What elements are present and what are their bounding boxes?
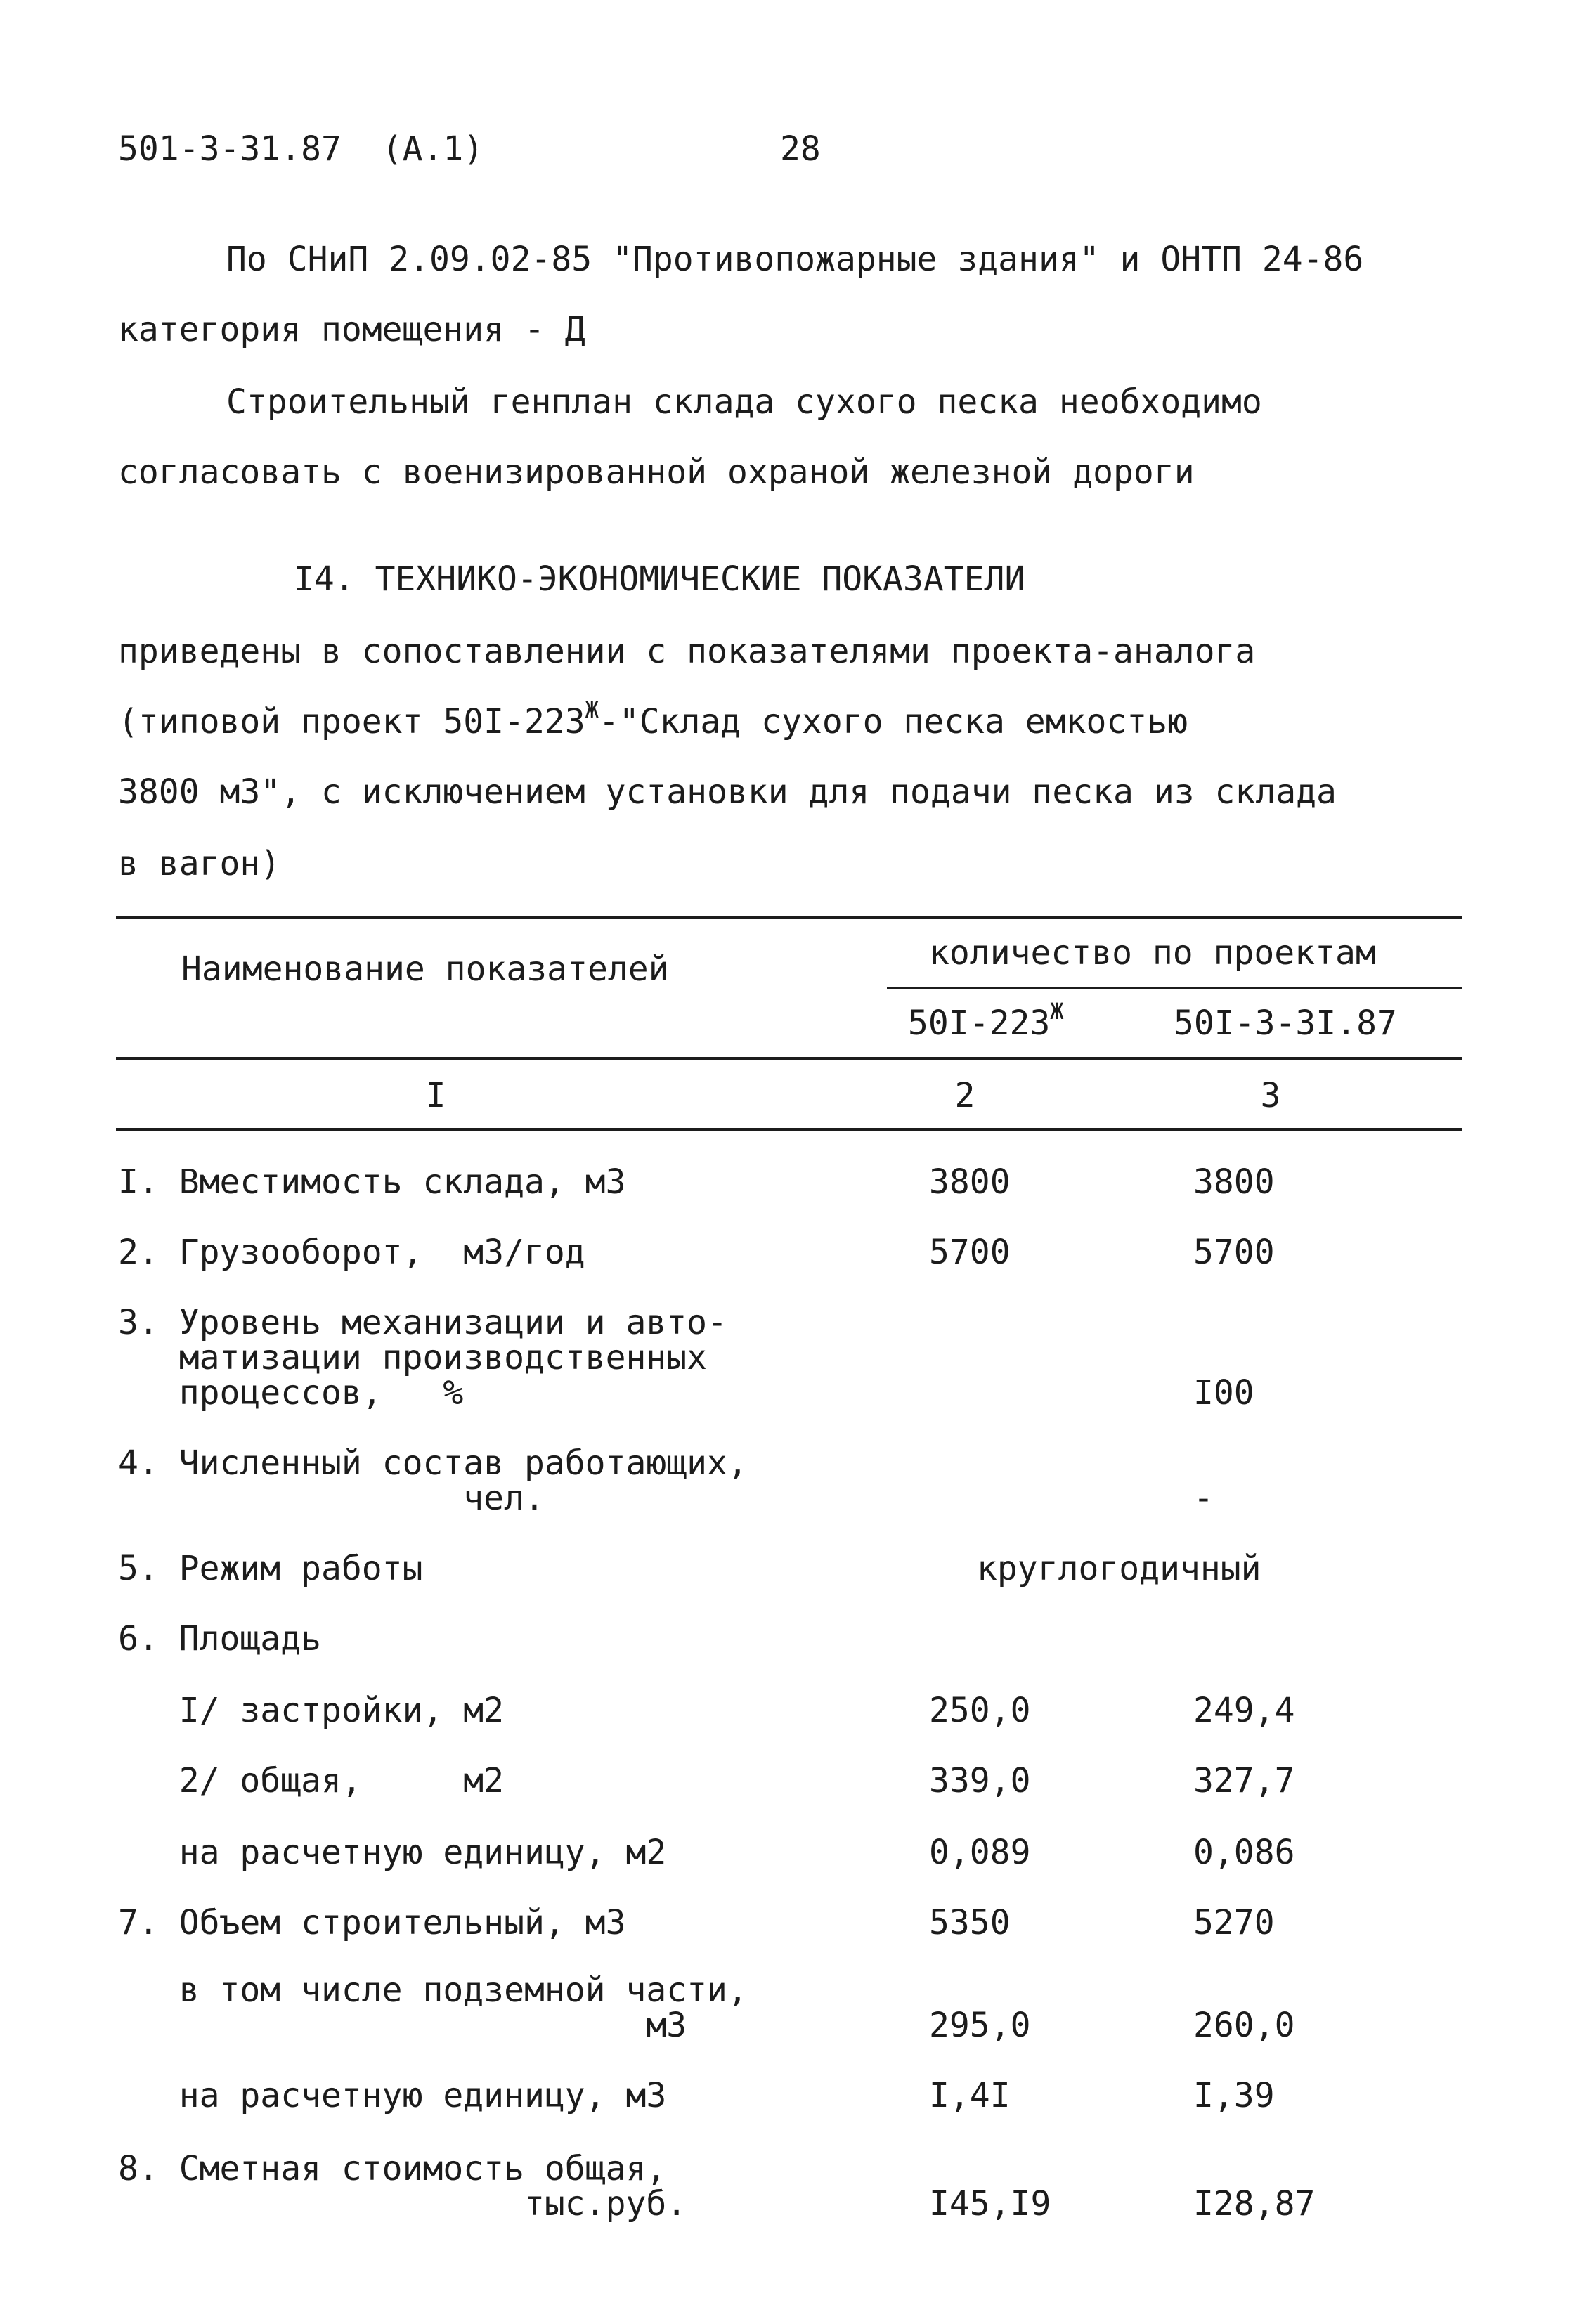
row-label-continued: м3 xyxy=(118,2006,687,2045)
row-label: 2/ общая, м2 xyxy=(118,1761,505,1800)
row-value-project-1: 250,0 xyxy=(929,1691,1031,1730)
row-label-continued: тыс.руб. xyxy=(118,2184,687,2224)
row-label: 3. Уровень механизации и авто- xyxy=(118,1303,727,1342)
row-value-project-2: 249,4 xyxy=(1193,1691,1295,1730)
column-header-project-1 xyxy=(908,998,1064,1043)
row-value-project-1: 295,0 xyxy=(929,2006,1031,2045)
project-1-label: 50I-223 xyxy=(908,1004,1051,1043)
row-label: 7. Объем строительный, м3 xyxy=(118,1903,626,1942)
row-label: 4. Численный состав работающих, xyxy=(118,1443,748,1483)
row-value-project-2: 5270 xyxy=(1193,1903,1275,1942)
row-label-continued: процессов, % xyxy=(118,1373,464,1413)
row-value-project-1: I,4I xyxy=(929,2076,1011,2115)
document-code: 501-3-31.87 (A.1) xyxy=(118,129,484,169)
row-value-project-1: I45,I9 xyxy=(929,2184,1051,2224)
section-line-4: в вагон) xyxy=(118,844,281,883)
row-label: 6. Площадь xyxy=(118,1619,321,1658)
section-line-2-a: (типовой проект 50I-223 xyxy=(118,702,585,741)
row-value-project-2: I28,87 xyxy=(1193,2184,1316,2224)
row-value-project-2: 5700 xyxy=(1193,1233,1275,1272)
row-value-project-2: - xyxy=(1193,1479,1214,1518)
section-line-2 xyxy=(118,696,1188,741)
row-value-project-1: 5700 xyxy=(929,1233,1011,1272)
column-header-project-2: 50I-3-3I.87 xyxy=(1174,1004,1397,1043)
asterisk-mark: Ж xyxy=(585,696,599,723)
row-value-project-2: 3800 xyxy=(1193,1162,1275,1202)
row-value-project-2: I,39 xyxy=(1193,2076,1275,2115)
section-heading: I4. ТЕХНИКО-ЭКОНОМИЧЕСКИЕ ПОКАЗАТЕЛИ xyxy=(294,559,1025,599)
column-group-header: количество по проектам xyxy=(929,933,1376,973)
row-label: в том числе подземной части, xyxy=(118,1971,748,2010)
section-line-2-b: -"Склад сухого песка емкостью xyxy=(598,702,1188,741)
row-value-project-2: I00 xyxy=(1193,1373,1254,1413)
column-number-3: 3 xyxy=(1260,1076,1281,1115)
column-number-2: 2 xyxy=(954,1076,975,1115)
row-label: 5. Режим работы xyxy=(118,1549,423,1588)
row-label: на расчетную единицу, м2 xyxy=(118,1833,667,1872)
section-line-3: 3800 м3", с исключением установки для подачи песка из склада xyxy=(118,772,1337,812)
row-value-project-2: 260,0 xyxy=(1193,2006,1295,2045)
column-number-1: I xyxy=(425,1076,446,1115)
intro-line-2: категория помещения - Д xyxy=(118,310,585,349)
section-line-1: приведены в сопоставлении с показателями проекта-аналога xyxy=(118,632,1256,671)
intro-line-4: согласовать с военизированной охраной железной дороги xyxy=(118,453,1195,492)
intro-line-1: По СНиП 2.09.02-85 "Противопожарные здания" и ОНТП 24-86 xyxy=(226,240,1364,279)
row-value-project-1: 3800 xyxy=(929,1162,1011,1202)
page-number: 28 xyxy=(780,129,821,169)
row-value-project-2: 327,7 xyxy=(1193,1761,1295,1800)
row-label-continued: чел. xyxy=(118,1479,545,1518)
group-header-rule xyxy=(887,987,1462,989)
row-value-project-2: 0,086 xyxy=(1193,1833,1295,1872)
row-label: 8. Сметная стоимость общая, xyxy=(118,2149,667,2188)
row-label: I. Вместимость склада, м3 xyxy=(118,1162,626,1202)
row-label: I/ застройки, м2 xyxy=(118,1691,505,1730)
column-header-name: Наименование показателей xyxy=(181,949,669,989)
row-value-project-1: 5350 xyxy=(929,1903,1011,1942)
header-bottom-rule xyxy=(116,1057,1462,1060)
row-label: 2. Грузооборот, м3/год xyxy=(118,1233,585,1272)
row-value-merged: круглогодичный xyxy=(977,1549,1261,1588)
row-label: на расчетную единицу, м3 xyxy=(118,2076,667,2115)
column-numbers-rule xyxy=(116,1128,1462,1131)
table-top-rule xyxy=(116,916,1462,919)
asterisk-mark: Ж xyxy=(1050,998,1064,1025)
intro-line-3: Строительный генплан склада сухого песка необходимо xyxy=(226,382,1262,422)
row-value-project-1: 339,0 xyxy=(929,1761,1031,1800)
row-label-continued: матизации производственных xyxy=(118,1338,708,1377)
row-value-project-1: 0,089 xyxy=(929,1833,1031,1872)
